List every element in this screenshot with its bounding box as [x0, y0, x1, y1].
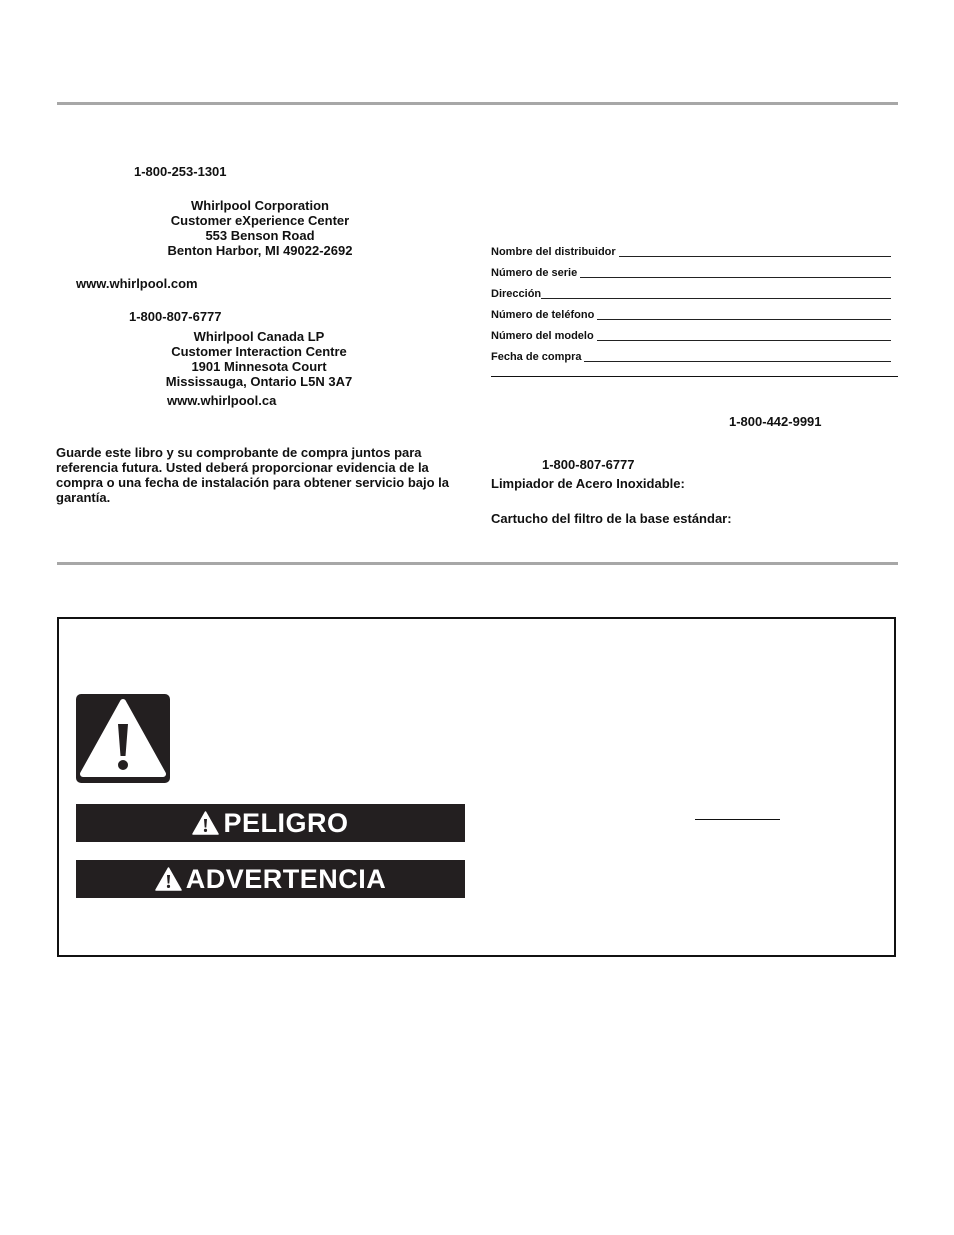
- usa-website-link[interactable]: www.whirlpool.com: [76, 276, 198, 291]
- form-field-line[interactable]: [580, 267, 891, 278]
- keep-receipt-note: Guarde este libro y su comprobante de compra juntos para referencia futura. Usted deberá proporcionar evidencia de la compra o una fecha de instalación para obtener servicio bajo la garantía.: [56, 445, 450, 505]
- safety-panel: [57, 617, 896, 957]
- warning-banner: [76, 860, 465, 898]
- form-field-label: Dirección: [491, 288, 542, 300]
- danger-banner: [76, 804, 465, 842]
- form-field-label: Nombre del distribuidor: [491, 246, 616, 258]
- accessory-stainless-cleaner: Limpiador de Acero Inoxidable:: [491, 476, 685, 491]
- danger-alert-icon: [192, 811, 219, 835]
- canada-address-line: Whirlpool Canada LP: [193, 329, 325, 344]
- form-field-purchase-date[interactable]: [491, 351, 891, 364]
- usa-address-line: 553 Benson Road: [205, 228, 315, 243]
- form-field-label: Número del modelo: [491, 330, 594, 342]
- canada-address: [139, 329, 379, 389]
- canada-address-line: 1901 Minnesota Court: [191, 359, 327, 374]
- canada-address-line: Mississauga, Ontario L5N 3A7: [165, 374, 353, 389]
- middle-divider: [57, 562, 898, 565]
- accessories-usa-phone: 1-800-442-9991: [729, 414, 822, 429]
- safety-alert-icon: [76, 694, 170, 783]
- form-field-address[interactable]: [491, 288, 891, 301]
- form-divider: [491, 376, 898, 377]
- form-field-line[interactable]: [541, 288, 891, 299]
- form-field-line[interactable]: [619, 246, 891, 257]
- usa-address: [140, 198, 380, 258]
- canada-phone: 1-800-807-6777: [129, 309, 222, 324]
- canada-website-link[interactable]: www.whirlpool.ca: [167, 393, 277, 408]
- form-field-line[interactable]: [597, 309, 891, 320]
- top-divider: [57, 102, 898, 105]
- form-field-label: Número de teléfono: [491, 309, 595, 321]
- accessories-canada-phone: 1-800-807-6777: [542, 457, 635, 472]
- warning-label: ADVERTENCIA: [185, 863, 387, 894]
- form-field-line[interactable]: [584, 351, 891, 362]
- usa-address-line: Whirlpool Corporation: [191, 198, 329, 213]
- canada-address-line: Customer Interaction Centre: [171, 344, 347, 359]
- form-field-label: Fecha de compra: [491, 351, 582, 363]
- form-field-serial[interactable]: [491, 267, 891, 280]
- warning-alert-icon: [155, 867, 182, 891]
- usa-address-line: Customer eXperience Center: [170, 213, 350, 228]
- form-field-label: Número de serie: [491, 267, 578, 279]
- form-field-model[interactable]: [491, 330, 891, 343]
- underline-mark: [695, 819, 780, 820]
- form-field-dealer[interactable]: [491, 246, 891, 259]
- danger-label: PELIGRO: [223, 807, 349, 838]
- usa-address-line: Benton Harbor, MI 49022-2692: [167, 243, 353, 258]
- usa-phone: 1-800-253-1301: [134, 164, 227, 179]
- form-field-phone[interactable]: [491, 309, 891, 322]
- accessory-filter-cartridge: Cartucho del filtro de la base estándar:: [491, 511, 732, 526]
- form-field-line[interactable]: [597, 330, 891, 341]
